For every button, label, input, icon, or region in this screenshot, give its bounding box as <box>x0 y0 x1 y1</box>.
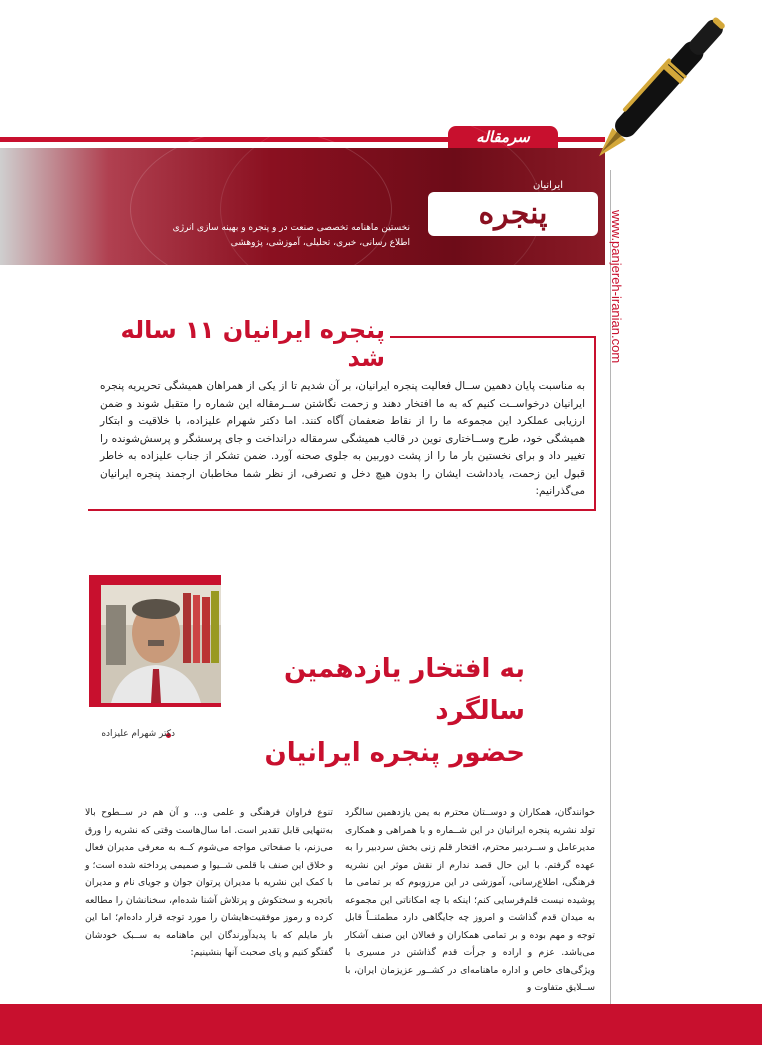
website-link[interactable]: www.panjereh-iranian.com <box>609 210 624 364</box>
editorial-intro-text: به مناسبت پایان دهمین ســال فعالیت پنجره ایرانیان، بر آن شدیم تا از یکی از همراهان همیشگی تحریریه پنجره ایرانیان درخواســت کنیم که به ما افتخار دهند و زحمت نگاشتن ســرمقاله این شماره را متقبل شوند و ضمن ارزیابی عملکرد این مجموعه ما را از نقاط ضعفمان آگاه کنند. اما دکتر شهرام علیزاده، با خلاقیت و ابتکار همیشگی خود، طرح وســاختاری نوین در قالب همیشگی سرمقاله درانداخت و جای پرسشگر و پرسش‌شونده را تغییر داد و برای نخستین بار ما را از پشت دوربین به جلوی صحنه آورد. ضمن تشکر از جناب علیزاده به خاطر قبول این زحمت، یادداشت ایشان را بدون هیچ دخل و تصرفی، از نظر شما مخاطبان ارجمند پنجره ایرانیان می‌گذرانیم: <box>100 380 585 497</box>
title-box-bottom-border <box>88 509 596 511</box>
portrait-image <box>101 585 221 703</box>
feature-title-line-1: به افتخار یازدهمین سالگرد <box>284 654 525 726</box>
fountain-pen-icon <box>560 0 760 180</box>
header-tagline-1: نخستین ماهنامه تخصصی صنعت در و پنجره و بهینه سازی انرژی <box>172 223 410 233</box>
logo-subtitle: ایرانیان <box>532 180 563 191</box>
editorial-title: پنجره ایرانیان ۱۱ ساله شد <box>120 316 385 372</box>
magazine-logo <box>420 180 605 240</box>
footer-band <box>0 1004 762 1045</box>
body-column-right: خوانندگان، همکاران و دوســتان محترم به یمن یازدهمین سالگرد تولد نشریه پنجره ایرانیان در این شــماره و با همراهی و همکاری مدیرعامل و ســردبیر محترم، افتخار قلم زنی بخش سردبیر را به عهده گرفتم. با این حال قصد ندارم از نقش موثر این نشریه فرهنگی، اطلاع‌رسانی، آموزشی در این مرزوبوم که بر تمامی ما پوشیده نیست قلم‌فرسایی کنم؛ اینکه با چه امکاناتی این مجموعه به میدان قدم گذاشت و امروز چه جایگاهی دارد مطمئنــاً قابل توجه و مهم بوده و بر تمامی همکاران و فعالان این صنف آشکار می‌باشد. عزم و اراده و جرأت قدم گذاشتن در مسیری با ویژگی‌های خاص و اداره ماهنامه‌ای در کشــور عزیزمان ایران، با ســلایق متفاوت و <box>345 807 595 993</box>
photo-caption: دکتر شهرام علیزاده <box>101 729 175 739</box>
logo-wordmark: پنجره <box>428 192 598 236</box>
author-photo <box>101 585 221 703</box>
feature-title-line-2: حضور پنجره ایرانیان <box>264 738 525 768</box>
section-tab-label: سرمقاله <box>448 126 558 148</box>
body-column-left: تنوع فراوان فرهنگی و علمی و... و آن هم در ســطوح بالا به‌تنهایی قابل تقدیر است. اما سال‌هاست وقتی که نشریه را ورق می‌زنم، با صفحاتی مواجه می‌شوم کــه به معرفی مدیران فعال و خلاق این صنف با قلمی شــیوا و صمیمی پرداخته شده است؛ و با کمک این نشریه با مدیران پرتوان جوان و جویای نام و مدیران باتجربه و سختکوش و پرتلاش آشنا شده‌ام، سخنانشان را مطالعه کرده و رموز موفقیت‌هایشان را مورد توجه قرار داده‌ام؛ اما این بار مایلم که با پدیدآورندگان این ماهنامه به ســبک خودشان گفتگو کنیم و پای صحبت آنها بنشینیم: <box>85 807 333 958</box>
title-box-right-border <box>594 336 596 511</box>
title-box-top-border <box>390 336 596 338</box>
website-vertical[interactable] <box>609 210 636 400</box>
header-tagline-2: اطلاع رسانی، خبری، تحلیلی، آموزشی، پژوهشی <box>230 238 410 248</box>
feature-title <box>225 648 525 774</box>
